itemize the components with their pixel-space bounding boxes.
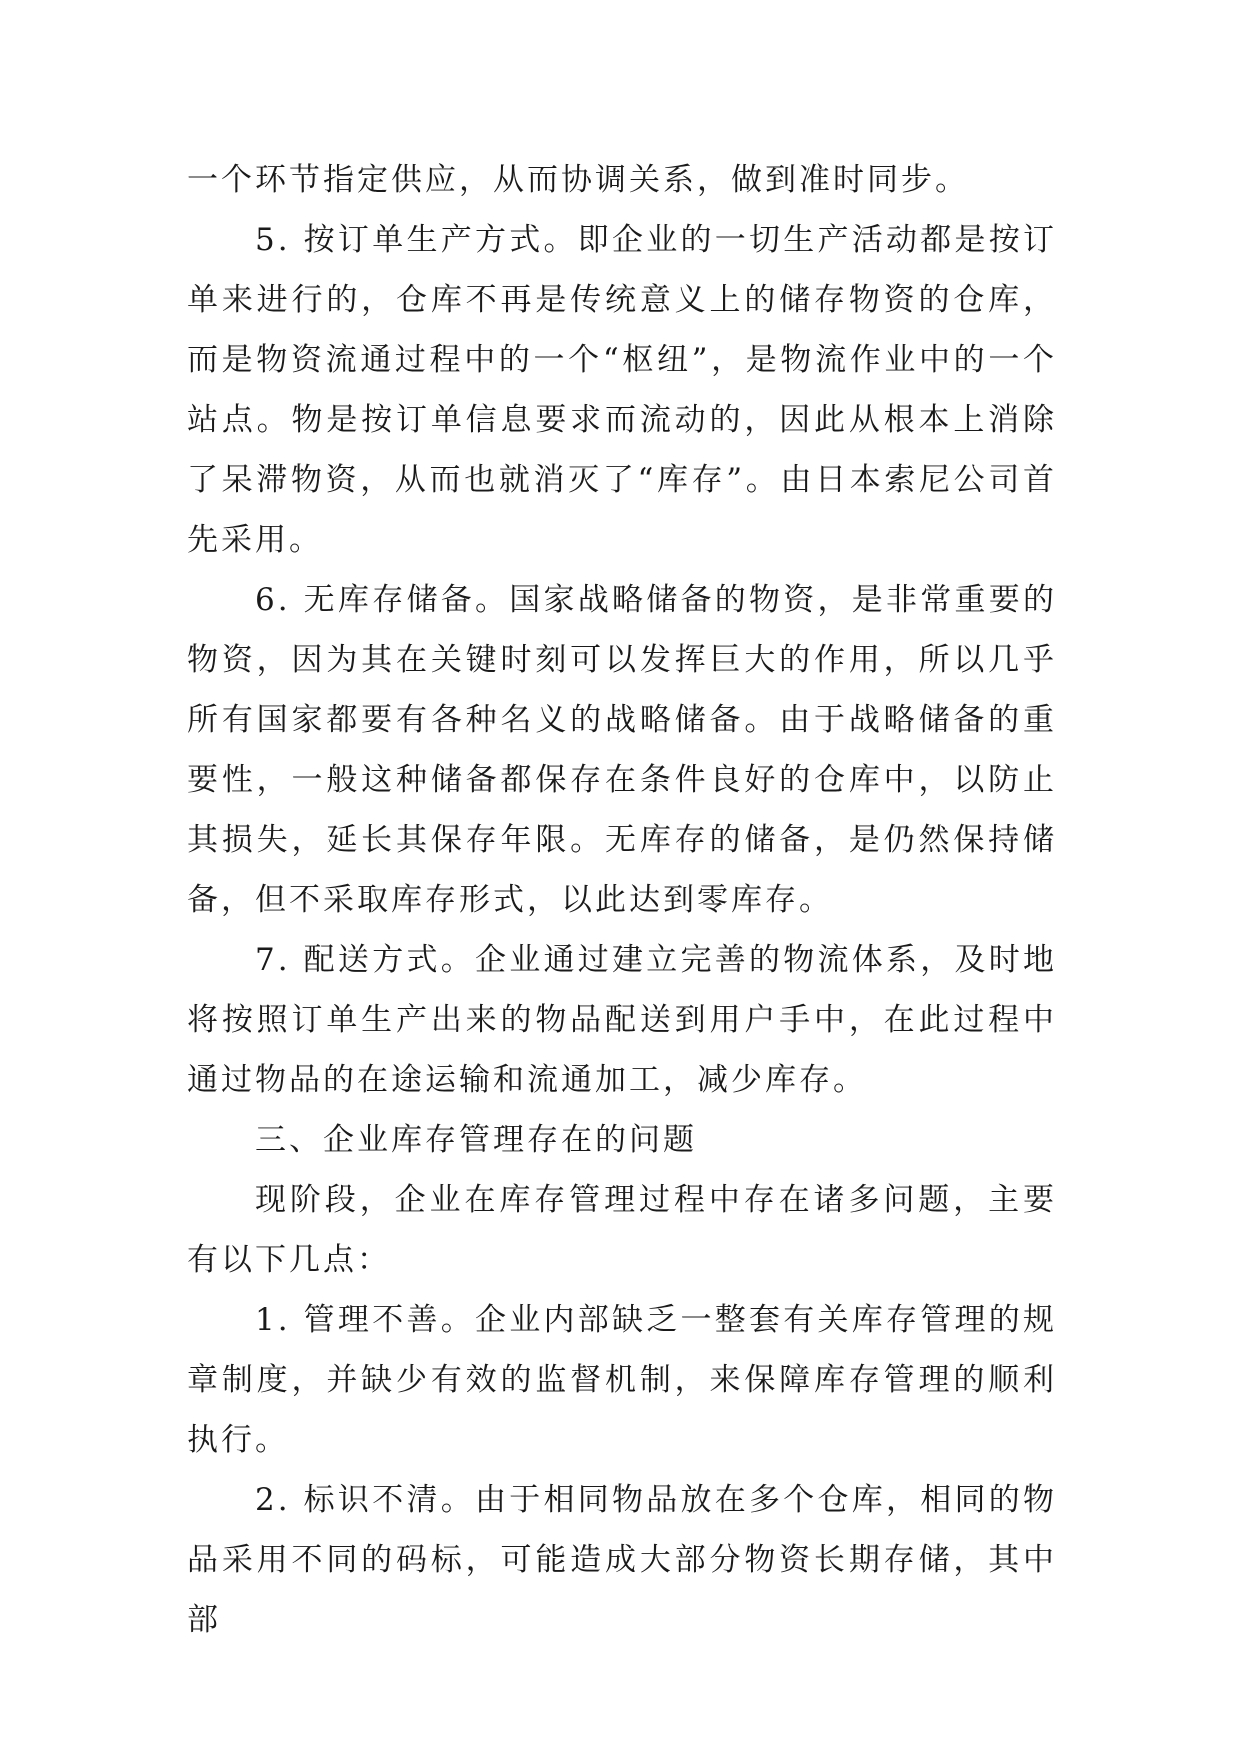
document-body: [187, 150, 1057, 1650]
paragraph-continuation: 一个环节指定供应，从而协调关系，做到准时同步。: [187, 162, 969, 198]
section-heading: 三、企业库存管理存在的问题: [255, 1122, 697, 1158]
paragraph-item-5: 5. 按订单生产方式。即企业的一切生产活动都是按订单来进行的，仓库不再是传统意义上的储存物资的仓库，而是物资流通过程中的一个“枢纽”，是物流作业中的一个站点。物是按订单信息要求而流动的，因此从根本上消除了呆滞物资，从而也就消灭了“库存”。由日本索尼公司首先采用。: [187, 222, 1057, 558]
paragraph-problem-1: 1. 管理不善。企业内部缺乏一整套有关库存管理的规章制度，并缺少有效的监督机制，来保障库存管理的顺利执行。: [187, 1302, 1057, 1458]
paragraph-item-6: 6. 无库存储备。国家战略储备的物资，是非常重要的物资，因为其在关键时刻可以发挥巨大的作用，所以几乎所有国家都要有各种名义的战略储备。由于战略储备的重要性，一般这种储备都保存在条件良好的仓库中，以防止其损失，延长其保存年限。无库存的储备，是仍然保持储备，但不采取库存形式，以此达到零库存。: [187, 582, 1057, 918]
paragraph-problem-2: 2. 标识不清。由于相同物品放在多个仓库，相同的物品采用不同的码标，可能造成大部分物资长期存储，其中部: [187, 1482, 1057, 1638]
paragraph-item-7: 7. 配送方式。企业通过建立完善的物流体系，及时地将按照订单生产出来的物品配送到用户手中，在此过程中通过物品的在途运输和流通加工，减少库存。: [187, 942, 1057, 1098]
paragraph-intro: 现阶段，企业在库存管理过程中存在诸多问题，主要有以下几点：: [187, 1182, 1057, 1278]
